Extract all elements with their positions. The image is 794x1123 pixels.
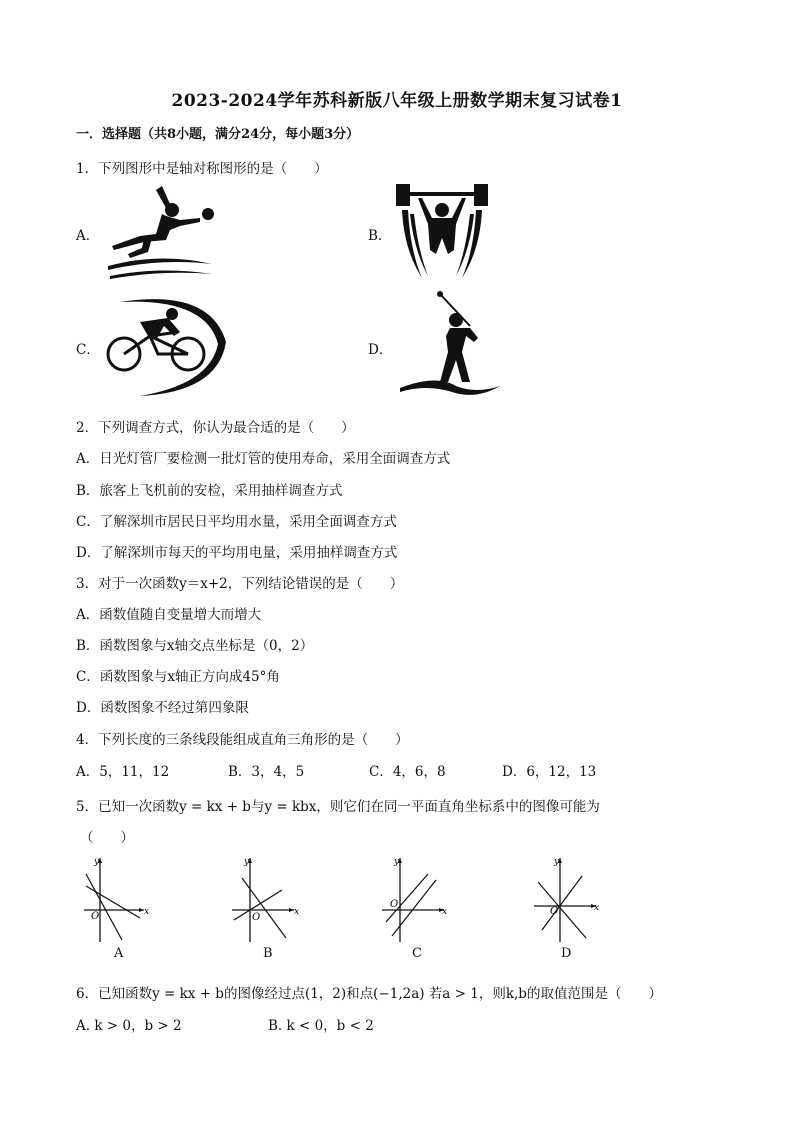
q5-graph-d-label: D — [561, 946, 572, 961]
q4-option-a: A．5，11，12 — [76, 764, 170, 780]
q5-graph-b-x-label: x — [294, 907, 300, 917]
q5-graph-d — [530, 852, 606, 944]
q5-graph-a-x-label: x — [144, 907, 150, 917]
q5-graph-c-origin: O — [390, 899, 399, 910]
q4-option-c: C．4，6，8 — [369, 764, 446, 780]
q1-option-d-label: D． — [368, 342, 393, 358]
q5-graph-b — [228, 852, 304, 944]
question-4-stem: 4．下列长度的三条线段能组成直角三角形的是（ ） — [76, 732, 409, 748]
q6-option-b: B. k < 0，b < 2 — [268, 1018, 374, 1034]
q2-option-c: C．了解深圳市居民日平均用水量，采用全面调查方式 — [76, 514, 397, 530]
weightlifter-icon — [392, 180, 492, 280]
q5-graph-d-x-label: x — [594, 903, 600, 913]
q5-graph-c-label: C — [412, 946, 422, 961]
question-5-answer-paren: （ ） — [80, 830, 134, 846]
q1-option-a-label: A． — [76, 228, 100, 244]
question-3-stem: 3．对于一次函数y＝x+2，下列结论错误的是（ ） — [76, 576, 404, 592]
volleyball-player-icon — [100, 180, 220, 280]
q6-option-a: A. k > 0，b > 2 — [76, 1018, 182, 1034]
q5-graph-a-origin: O — [91, 911, 100, 922]
q5-graph-b-label: B — [263, 946, 273, 961]
q4-option-b: B．3，4，5 — [228, 764, 305, 780]
q5-graph-a — [80, 852, 156, 944]
q5-graph-c-x-label: x — [442, 907, 448, 917]
q3-option-b: B．函数图象与x轴交点坐标是（0，2） — [76, 638, 314, 654]
q4-option-d: D．6，12，13 — [502, 764, 597, 780]
q5-graph-a-label: A — [114, 946, 124, 961]
q5-graph-d-y-label: y — [554, 857, 560, 867]
question-5-stem: 5．已知一次函数y = kx + b与y = kbx，则它们在同一平面直角坐标系中的图像可能为 — [76, 799, 600, 815]
q2-option-a: A．日光灯管厂要检测一批灯管的使用寿命，采用全面调查方式 — [76, 451, 451, 467]
section-heading: 一．选择题（共8小题，满分24分，每小题3分） — [76, 127, 360, 142]
q3-option-a: A．函数值随自变量增大而增大 — [76, 607, 262, 623]
q1-option-b-label: B． — [368, 228, 392, 244]
q3-option-c: C．函数图象与x轴正方向成45°角 — [76, 669, 280, 685]
question-2-stem: 2．下列调查方式，你认为最合适的是（ ） — [76, 420, 355, 436]
q1-option-c-label: C． — [76, 342, 100, 358]
q5-graph-b-y-label: y — [244, 857, 250, 867]
q5-graph-b-origin: O — [252, 912, 261, 923]
question-1-stem: 1．下列图形中是轴对称图形的是（ ） — [76, 161, 328, 177]
q5-graph-d-origin: O — [550, 906, 559, 917]
golfer-icon — [396, 288, 506, 403]
q5-graph-a-y-label: y — [94, 857, 100, 867]
page-title: 2023-2024学年苏科新版八年级上册数学期末复习试卷1 — [171, 91, 623, 111]
question-6-stem: 6．已知函数y = kx + b的图像经过点(1，2)和点(−1,2a) 若a > 1，则k,b的取值范围是（ ） — [76, 986, 662, 1002]
q5-graph-c — [378, 852, 454, 944]
q3-option-d: D．函数图象不经过第四象限 — [76, 700, 249, 716]
q5-graph-c-y-label: y — [394, 857, 400, 867]
q2-option-d: D．了解深圳市每天的平均用电量，采用抽样调查方式 — [76, 545, 398, 561]
q2-option-b: B．旅客上飞机前的安检，采用抽样调查方式 — [76, 483, 343, 499]
cyclist-icon — [100, 292, 230, 402]
